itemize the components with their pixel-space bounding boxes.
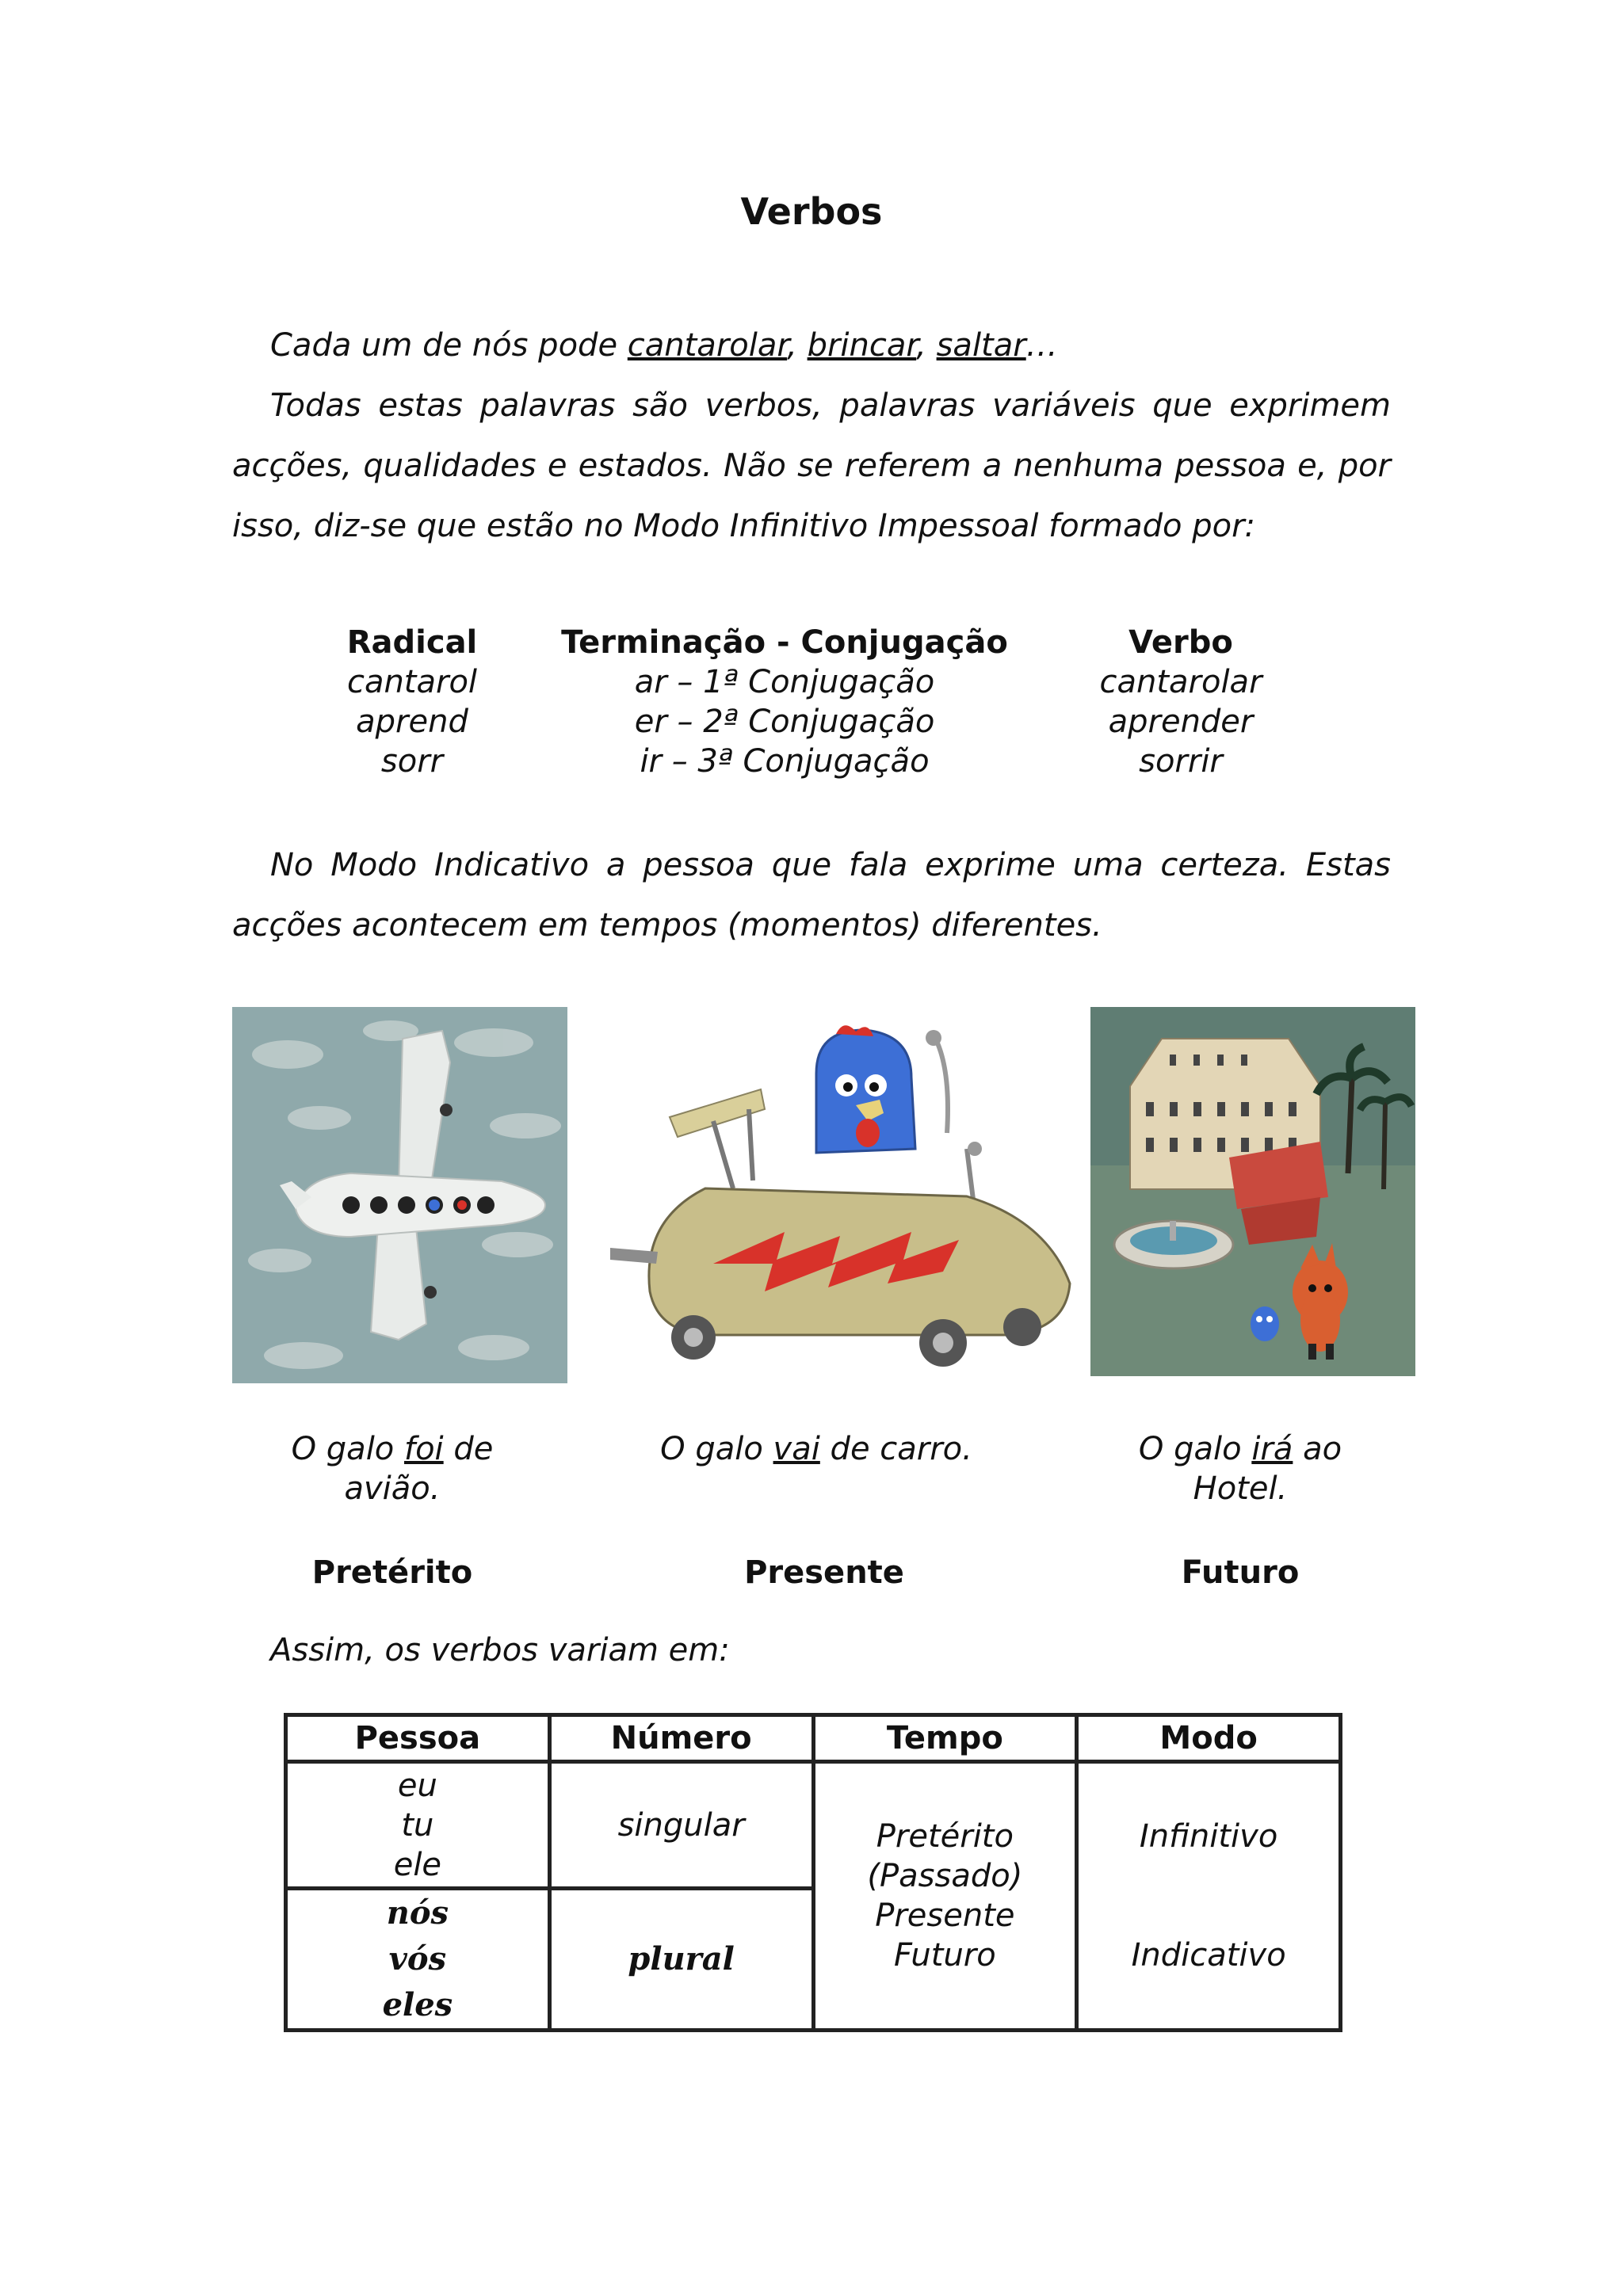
plural-cell: plural (549, 1889, 813, 2031)
person-eles: eles (382, 1986, 453, 2023)
verb-column (1062, 623, 1300, 781)
caption-presente: O galo vai de carro. (660, 1431, 972, 1467)
indicative-paragraph: No Modo Indicativo a pessoa que fala exprime uma certeza. Estas acções acontecem em tempos (momentos) diferentes. (232, 847, 1391, 944)
header-modo: Modo (1077, 1715, 1341, 1762)
person-vos: vós (388, 1940, 447, 1978)
radical-column (301, 623, 523, 781)
summary-intro: Assim, os verbos variam em: (270, 1632, 730, 1669)
tense-preterito: Pretérito (311, 1554, 473, 1591)
hotel-illustration (1090, 1007, 1415, 1376)
airplane-illustration (232, 1007, 567, 1383)
ending-cell: ir – 3ª Conjugação (640, 743, 930, 780)
caption-futuro: O galo irá ao Hotel. (1138, 1431, 1342, 1507)
modo-cell (1077, 1762, 1341, 2031)
airplane-image (232, 1007, 567, 1383)
tempo-preterito: Pretérito (876, 1818, 1014, 1855)
person-ele: ele (393, 1846, 442, 1883)
verb-cell: cantarolar (1099, 664, 1262, 700)
radical-cell: aprend (356, 704, 468, 740)
person-eu: eu (397, 1767, 437, 1804)
person-tu: tu (401, 1806, 434, 1844)
caption-preterito: O galo foi de avião. (291, 1431, 494, 1507)
singular-cell: singular (549, 1762, 813, 1889)
tense-futuro: Futuro (1181, 1554, 1300, 1591)
header-tempo: Tempo (813, 1715, 1077, 1762)
indicative-text (232, 835, 1391, 955)
header-pessoa: Pessoa (286, 1715, 550, 1762)
ending-cell: er – 2ª Conjugação (634, 704, 935, 740)
verb-header: Verbo (1128, 624, 1233, 661)
header-numero: Número (549, 1715, 813, 1762)
verb-cantarolar: cantarolar (627, 327, 788, 364)
table-row (286, 1762, 1341, 1889)
radical-cell: cantarol (346, 664, 478, 700)
verb-saltar: saltar (936, 327, 1026, 364)
table-header-row (286, 1715, 1341, 1762)
verb-vai: vai (773, 1431, 820, 1467)
singular-persons-cell (286, 1762, 550, 1889)
radical-cell: sorr (380, 743, 444, 780)
verb-cell: aprender (1108, 704, 1254, 740)
plural-persons-cell (286, 1889, 550, 2031)
intro-line-1: Cada um de nós pode cantarolar, brincar, saltar… (270, 327, 1058, 364)
radical-header: Radical (346, 624, 478, 661)
verb-foi: foi (404, 1431, 444, 1467)
ending-header: Terminação - Conjugação (561, 624, 1008, 661)
modo-indicativo: Indicativo (1131, 1937, 1286, 1974)
tense-presente: Presente (744, 1554, 904, 1591)
verb-variation-table (284, 1713, 1342, 2032)
intro-paragraph-2: Todas estas palavras são verbos, palavras variáveis que exprimem acções, qualidades e estados. Não se referem a nenhuma pessoa e, por isso, diz-se que estão no Modo Infinitivo Impessoal formado por: (232, 387, 1391, 544)
tempo-passado: (Passado) (867, 1858, 1023, 1894)
tempo-cell (813, 1762, 1077, 2031)
ending-column (547, 623, 1022, 781)
person-nos: nós (386, 1894, 449, 1932)
ending-cell: ar – 1ª Conjugação (634, 664, 935, 700)
car-image (594, 1022, 1074, 1394)
verb-cell: sorrir (1139, 743, 1223, 780)
tempo-futuro: Futuro (894, 1937, 996, 1974)
hotel-image (1090, 1007, 1415, 1376)
intro-text (232, 315, 1391, 556)
page-title: Verbos (740, 190, 883, 233)
tempo-presente: Presente (875, 1897, 1015, 1934)
verb-ira: irá (1251, 1431, 1293, 1467)
car-illustration (594, 1022, 1074, 1394)
modo-infinitivo: Infinitivo (1139, 1818, 1278, 1855)
verb-brincar: brincar (807, 327, 917, 364)
